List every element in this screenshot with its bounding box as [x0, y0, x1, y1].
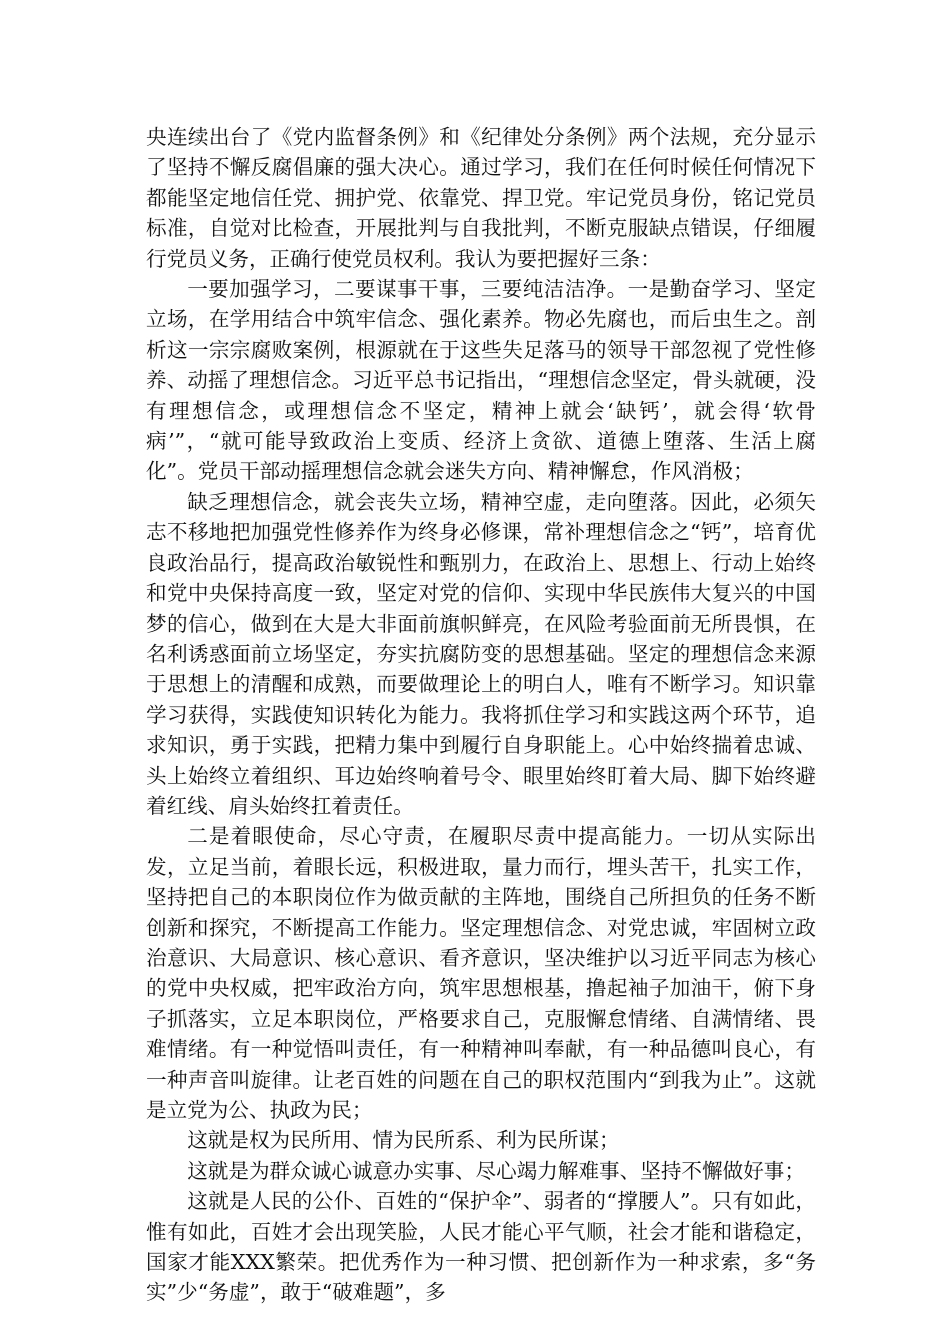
body-paragraph-1: 央连续出台了《党内监督条例》和《纪律处分条例》两个法规，充分显示了坚持不懈反腐倡廉的强大决心。通过学习，我们在任何时候任何情况下都能坚定地信任党、拥护党、依靠党、捍卫党。牢记党员身份，铭记党员标准，自觉对比检查，开展批判与自我批判，不断克服缺点错误，仔细履行党员义务，正确行使党员权利。我认为要把握好三条： — [146, 125, 816, 271]
body-paragraph-3: 缺乏理想信念，就会丧失立场，精神空虚，走向堕落。因此，必须矢志不移地把加强党性修养作为终身必修课，常补理想信念之“钙”，培育优良政治品行，提高政治敏锐性和甄别力，在政治上、思想上、行动上始终和党中央保持高度一致，坚定对党的信仰、实现中华民族伟大复兴的中国梦的信心，做到在大是大非面前旗帜鲜亮，在风险考验面前无所畏惧，在名利诱惑面前立场坚定，夯实抗腐防变的思想基础。坚定的理想信念来源于思想上的清醒和成熟，而要做理论上的明白人，唯有不断学习。知识靠学习获得，实践使知识转化为能力。我将抓住学习和实践这两个环节，追求知识，勇于实践，把精力集中到履行自身职能上。心中始终揣着忠诚、头上始终立着组织、耳边始终响着号令、眼里始终盯着大局、脚下始终避着红线、肩头始终扛着责任。 — [146, 489, 816, 818]
body-paragraph-4: 二是着眼使命，尽心守责，在履职尽责中提高能力。一切从实际出发，立足当前，着眼长远，积极进取，量力而行，埋头苦干，扎实工作，坚持把自己的本职岗位作为做贡献的主阵地，围绕自己所担负的任务不断创新和探究，不断提高工作能力。坚定理想信念、对党忠诚，牢固树立政治意识、大局意识、核心意识、看齐意识，坚决维护以习近平同志为核心的党中央权威，把牢政治方向，筑牢思想根基，撸起袖子加油干，俯下身子抓落实，立足本职岗位，严格要求自己，克服懈怠情绪、自满情绪、畏难情绪。有一种觉悟叫责任，有一种精神叫奉献，有一种品德叫良心，有一种声音叫旋律。让老百姓的问题在自己的职权范围内“到我为止”。这就是立党为公、执政为民； — [146, 824, 816, 1122]
body-paragraph-6: 这就是为群众诚心诚意办实事、尽心竭力解难事、坚持不懈做好事； — [187, 1158, 805, 1183]
body-paragraph-5: 这就是权为民所用、情为民所系、利为民所谋； — [187, 1128, 620, 1153]
document-page — [146, 122, 816, 1308]
body-paragraph-7: 这就是人民的公仆、百姓的“保护伞”、弱者的“撑腰人”。只有如此，惟有如此，百姓才会出现笑脸，人民才能心平气顺，社会才能和谐稳定，国家才能XXX繁荣。把优秀作为一种习惯、把创新作为一种求索，多“务实”少“务虚”，敢于“破难题”，多 — [146, 1189, 816, 1305]
body-paragraph-2: 一要加强学习，二要谋事干事，三要纯洁洁净。一是勤奋学习、坚定立场，在学用结合中筑牢信念、强化素养。物必先腐也，而后虫生之。剖析这一宗宗腐败案例，根源就在于这些失足落马的领导干部忽视了党性修养、动摇了理想信念。习近平总书记指出，“理想信念坚定，骨头就硬，没有理想信念，或理想信念不坚定，精神上就会‘缺钙’，就会得‘软骨病’”，“就可能导致政治上变质、经济上贪欲、道德上堕落、生活上腐化”。党员干部动摇理想信念就会迷失方向、精神懈怠，作风消极； — [146, 277, 816, 484]
